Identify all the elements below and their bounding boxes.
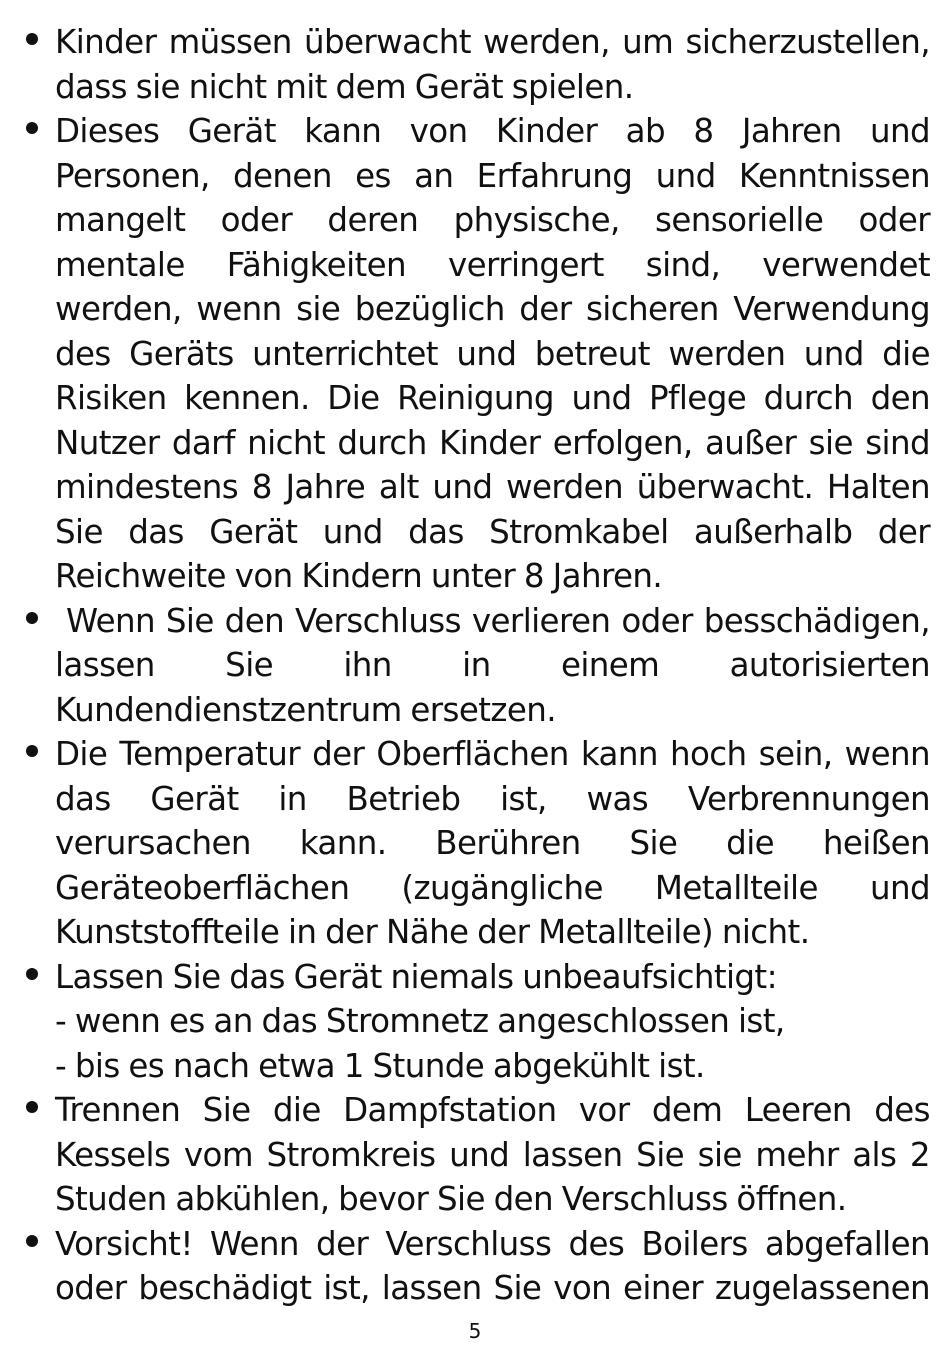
list-item-text: Vorsicht! Wenn der Verschluss des Boilers abgefallen oder beschädigt ist, lassen Sie von einer zugelassenen: [55, 1224, 930, 1307]
sub-line: - wenn es an das Stromnetz angeschlossen ist,: [55, 1002, 785, 1040]
list-item: [26, 109, 930, 599]
bullet-dot: [26, 745, 38, 757]
list-item: [26, 955, 930, 1089]
list-item-text: Die Temperatur der Oberflächen kann hoch sein, wenn das Gerät in Betrieb ist, was Verbrennungen verursachen kann. Berühren Sie die heißen Geräteoberflächen (zugängliche Metallteile und Kunststoffteile in der Nähe der Metallteile) nicht.: [55, 735, 930, 951]
bullet-dot: [26, 1235, 38, 1247]
page-number: 5: [468, 1319, 482, 1343]
list-item: [26, 599, 939, 733]
list-item-text: [55, 955, 930, 1089]
list-item: [26, 1088, 930, 1222]
list-item: [26, 20, 930, 109]
bullet-dot: [26, 968, 38, 980]
list-item-text: Dieses Gerät kann von Kinder ab 8 Jahren und Personen, denen es an Erfahrung und Kenntnissen mangelt oder deren physische, sensorielle oder mentale Fähigkeiten verringert sind, verwendet werden, wenn sie bezüglich der sicheren Verwendung des Geräts unterrichtet und betreut werden und die Risiken kennen. Die Reinigung und Pflege durch den Nutzer darf nicht durch Kinder erfolgen, außer sie sind mindestens 8 Jahre alt und werden überwacht. Halten Sie das Gerät und das Stromkabel außerhalb der Reichweite von Kindern unter 8 Jahren.: [55, 112, 930, 595]
list-item-text: Trennen Sie die Dampfstation vor dem Leeren des Kessels vom Stromkreis und lassen Sie sie mehr als 2 Studen abkühlen, bevor Sie den Verschluss öffnen.: [55, 1091, 930, 1218]
bullet-dot: [26, 122, 38, 134]
bullet-dot: [26, 612, 38, 624]
list-item: [26, 732, 930, 955]
bullet-dot: [26, 1101, 38, 1113]
list-item-text: Wenn Sie den Verschluss verlieren oder besschädigen, lassen Sie ihn in einem autorisierten Kundendienstzentrum ersetzen.: [55, 601, 939, 729]
instruction-list: [26, 20, 939, 1311]
list-item-heading: Lassen Sie das Gerät niemals unbeaufsichtigt:: [55, 957, 777, 996]
bullet-dot: [26, 33, 38, 45]
sub-line: - bis es nach etwa 1 Stunde abgekühlt ist.: [55, 1046, 705, 1085]
list-item-text: Kinder müssen überwacht werden, um sicherzustellen, dass sie nicht mit dem Gerät spielen.: [55, 23, 930, 106]
list-item: [26, 1222, 930, 1311]
